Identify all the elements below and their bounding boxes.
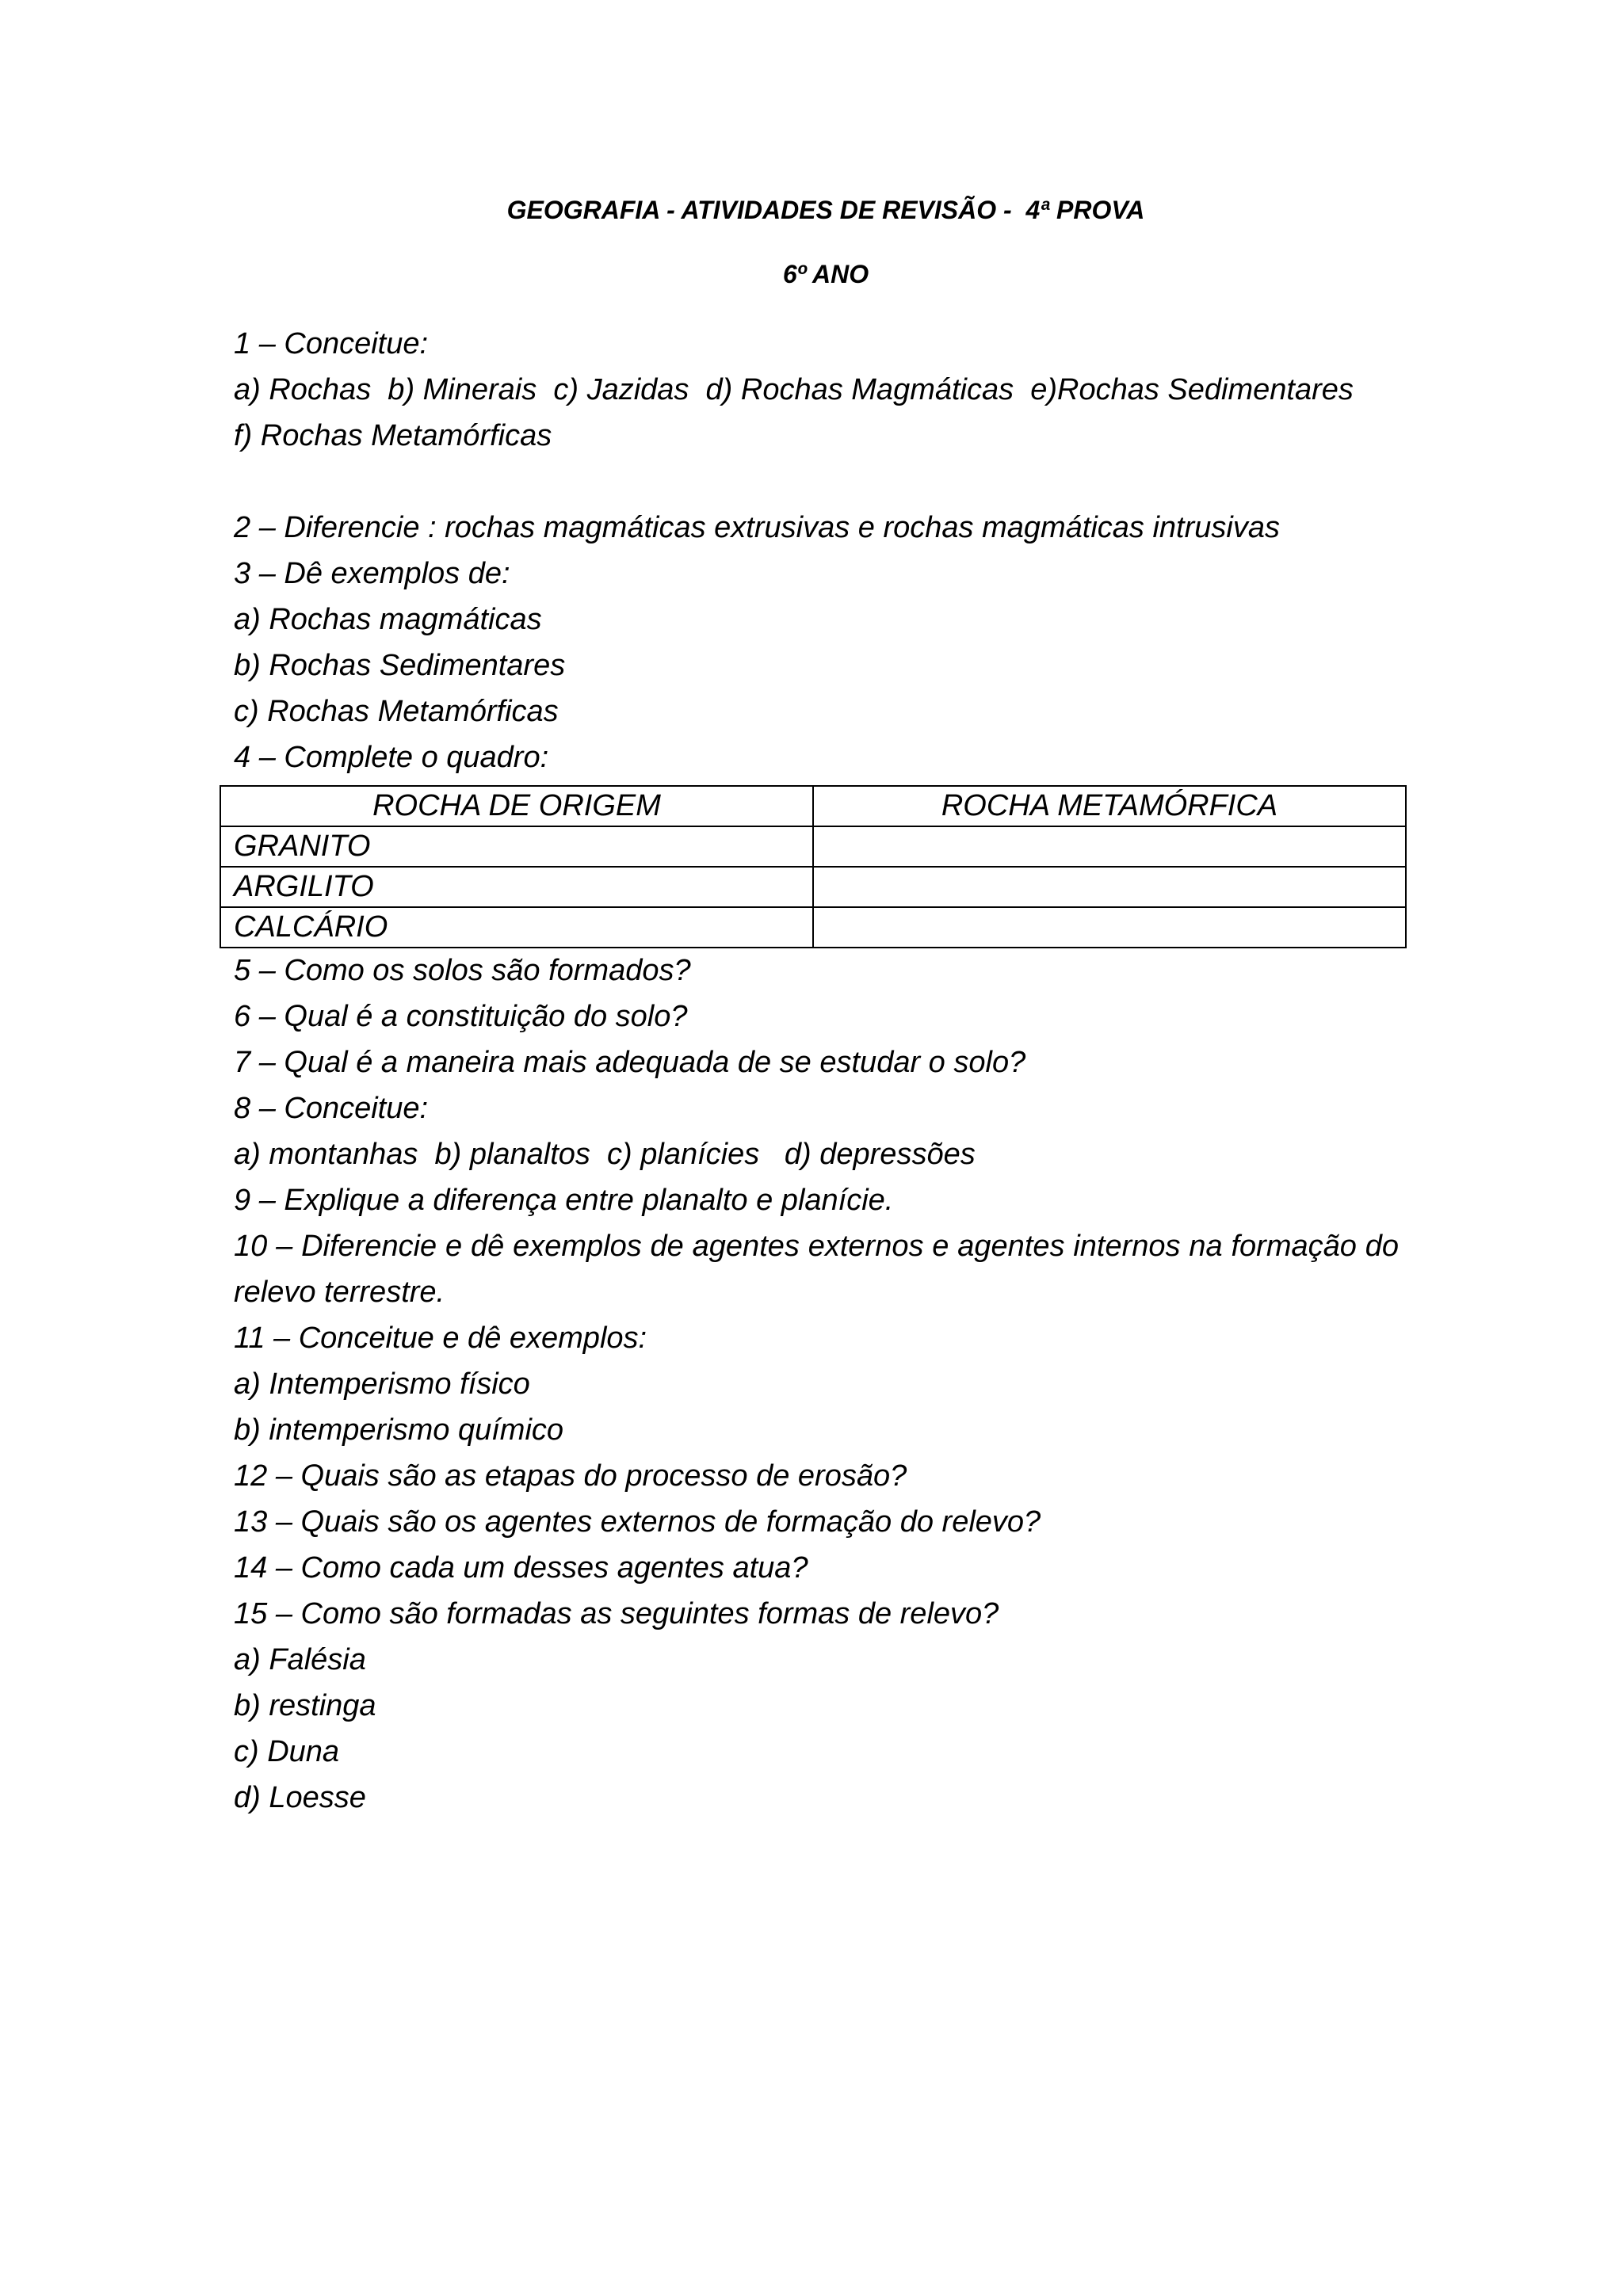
- question-15-item-d: d) Loesse: [234, 1781, 366, 1814]
- table-row: [220, 867, 1406, 907]
- question-8: 8 – Conceitue:: [234, 1092, 429, 1125]
- question-11: 11 – Conceitue e dê exemplos:: [234, 1322, 647, 1355]
- question-15-item-a: a) Falésia: [234, 1643, 366, 1676]
- rock-table: [220, 785, 1407, 948]
- table-row: [220, 907, 1406, 948]
- question-10: 10 – Diferencie e dê exemplos de agentes externos e agentes internos na formação do: [234, 1230, 1399, 1263]
- question-11-item-a: a) Intemperismo físico: [234, 1367, 530, 1401]
- question-1-items: a) Rochas b) Minerais c) Jazidas d) Rochas Magmáticas e)Rochas Sedimentares: [234, 373, 1354, 406]
- question-8-items: a) montanhas b) planaltos c) planícies d) depressões: [234, 1138, 976, 1171]
- document-title: GEOGRAFIA - ATIVIDADES DE REVISÃO - 4ª PROVA: [506, 196, 1145, 224]
- question-10-cont: relevo terrestre.: [234, 1276, 445, 1309]
- question-12: 12 – Quais são as etapas do processo de erosão?: [234, 1459, 907, 1493]
- question-1-items-cont: f) Rochas Metamórficas: [234, 419, 552, 452]
- question-1: 1 – Conceitue:: [234, 327, 429, 360]
- table-header-row: [220, 786, 1406, 826]
- question-3-item-c: c) Rochas Metamórficas: [234, 695, 559, 728]
- header-origin-rock: ROCHA DE ORIGEM: [220, 786, 813, 826]
- grade-label: 6º ANO: [782, 260, 869, 288]
- question-3: 3 – Dê exemplos de:: [234, 557, 510, 590]
- question-15: 15 – Como são formadas as seguintes formas de relevo?: [234, 1597, 999, 1630]
- question-13: 13 – Quais são os agentes externos de formação do relevo?: [234, 1505, 1041, 1539]
- origin-rock-cell: ARGILITO: [220, 867, 813, 907]
- question-15-item-c: c) Duna: [234, 1735, 340, 1768]
- metamorphic-rock-cell: [813, 907, 1406, 948]
- question-14: 14 – Como cada um desses agentes atua?: [234, 1551, 808, 1585]
- question-11-item-b: b) intemperismo químico: [234, 1413, 564, 1447]
- header-metamorphic-rock: ROCHA METAMÓRFICA: [813, 786, 1406, 826]
- metamorphic-rock-cell: [813, 826, 1406, 867]
- question-7: 7 – Qual é a maneira mais adequada de se estudar o solo?: [234, 1046, 1026, 1079]
- table-row: [220, 826, 1406, 867]
- question-2: 2 – Diferencie : rochas magmáticas extrusivas e rochas magmáticas intrusivas: [234, 511, 1280, 544]
- metamorphic-rock-cell: [813, 867, 1406, 907]
- question-3-item-a: a) Rochas magmáticas: [234, 603, 542, 636]
- origin-rock-cell: GRANITO: [220, 826, 813, 867]
- question-5: 5 – Como os solos são formados?: [234, 954, 691, 987]
- question-6: 6 – Qual é a constituição do solo?: [234, 1000, 688, 1033]
- question-3-item-b: b) Rochas Sedimentares: [234, 649, 566, 682]
- question-4: 4 – Complete o quadro:: [234, 741, 549, 774]
- question-9: 9 – Explique a diferença entre planalto e planície.: [234, 1184, 894, 1217]
- question-15-item-b: b) restinga: [234, 1689, 376, 1722]
- origin-rock-cell: CALCÁRIO: [220, 907, 813, 948]
